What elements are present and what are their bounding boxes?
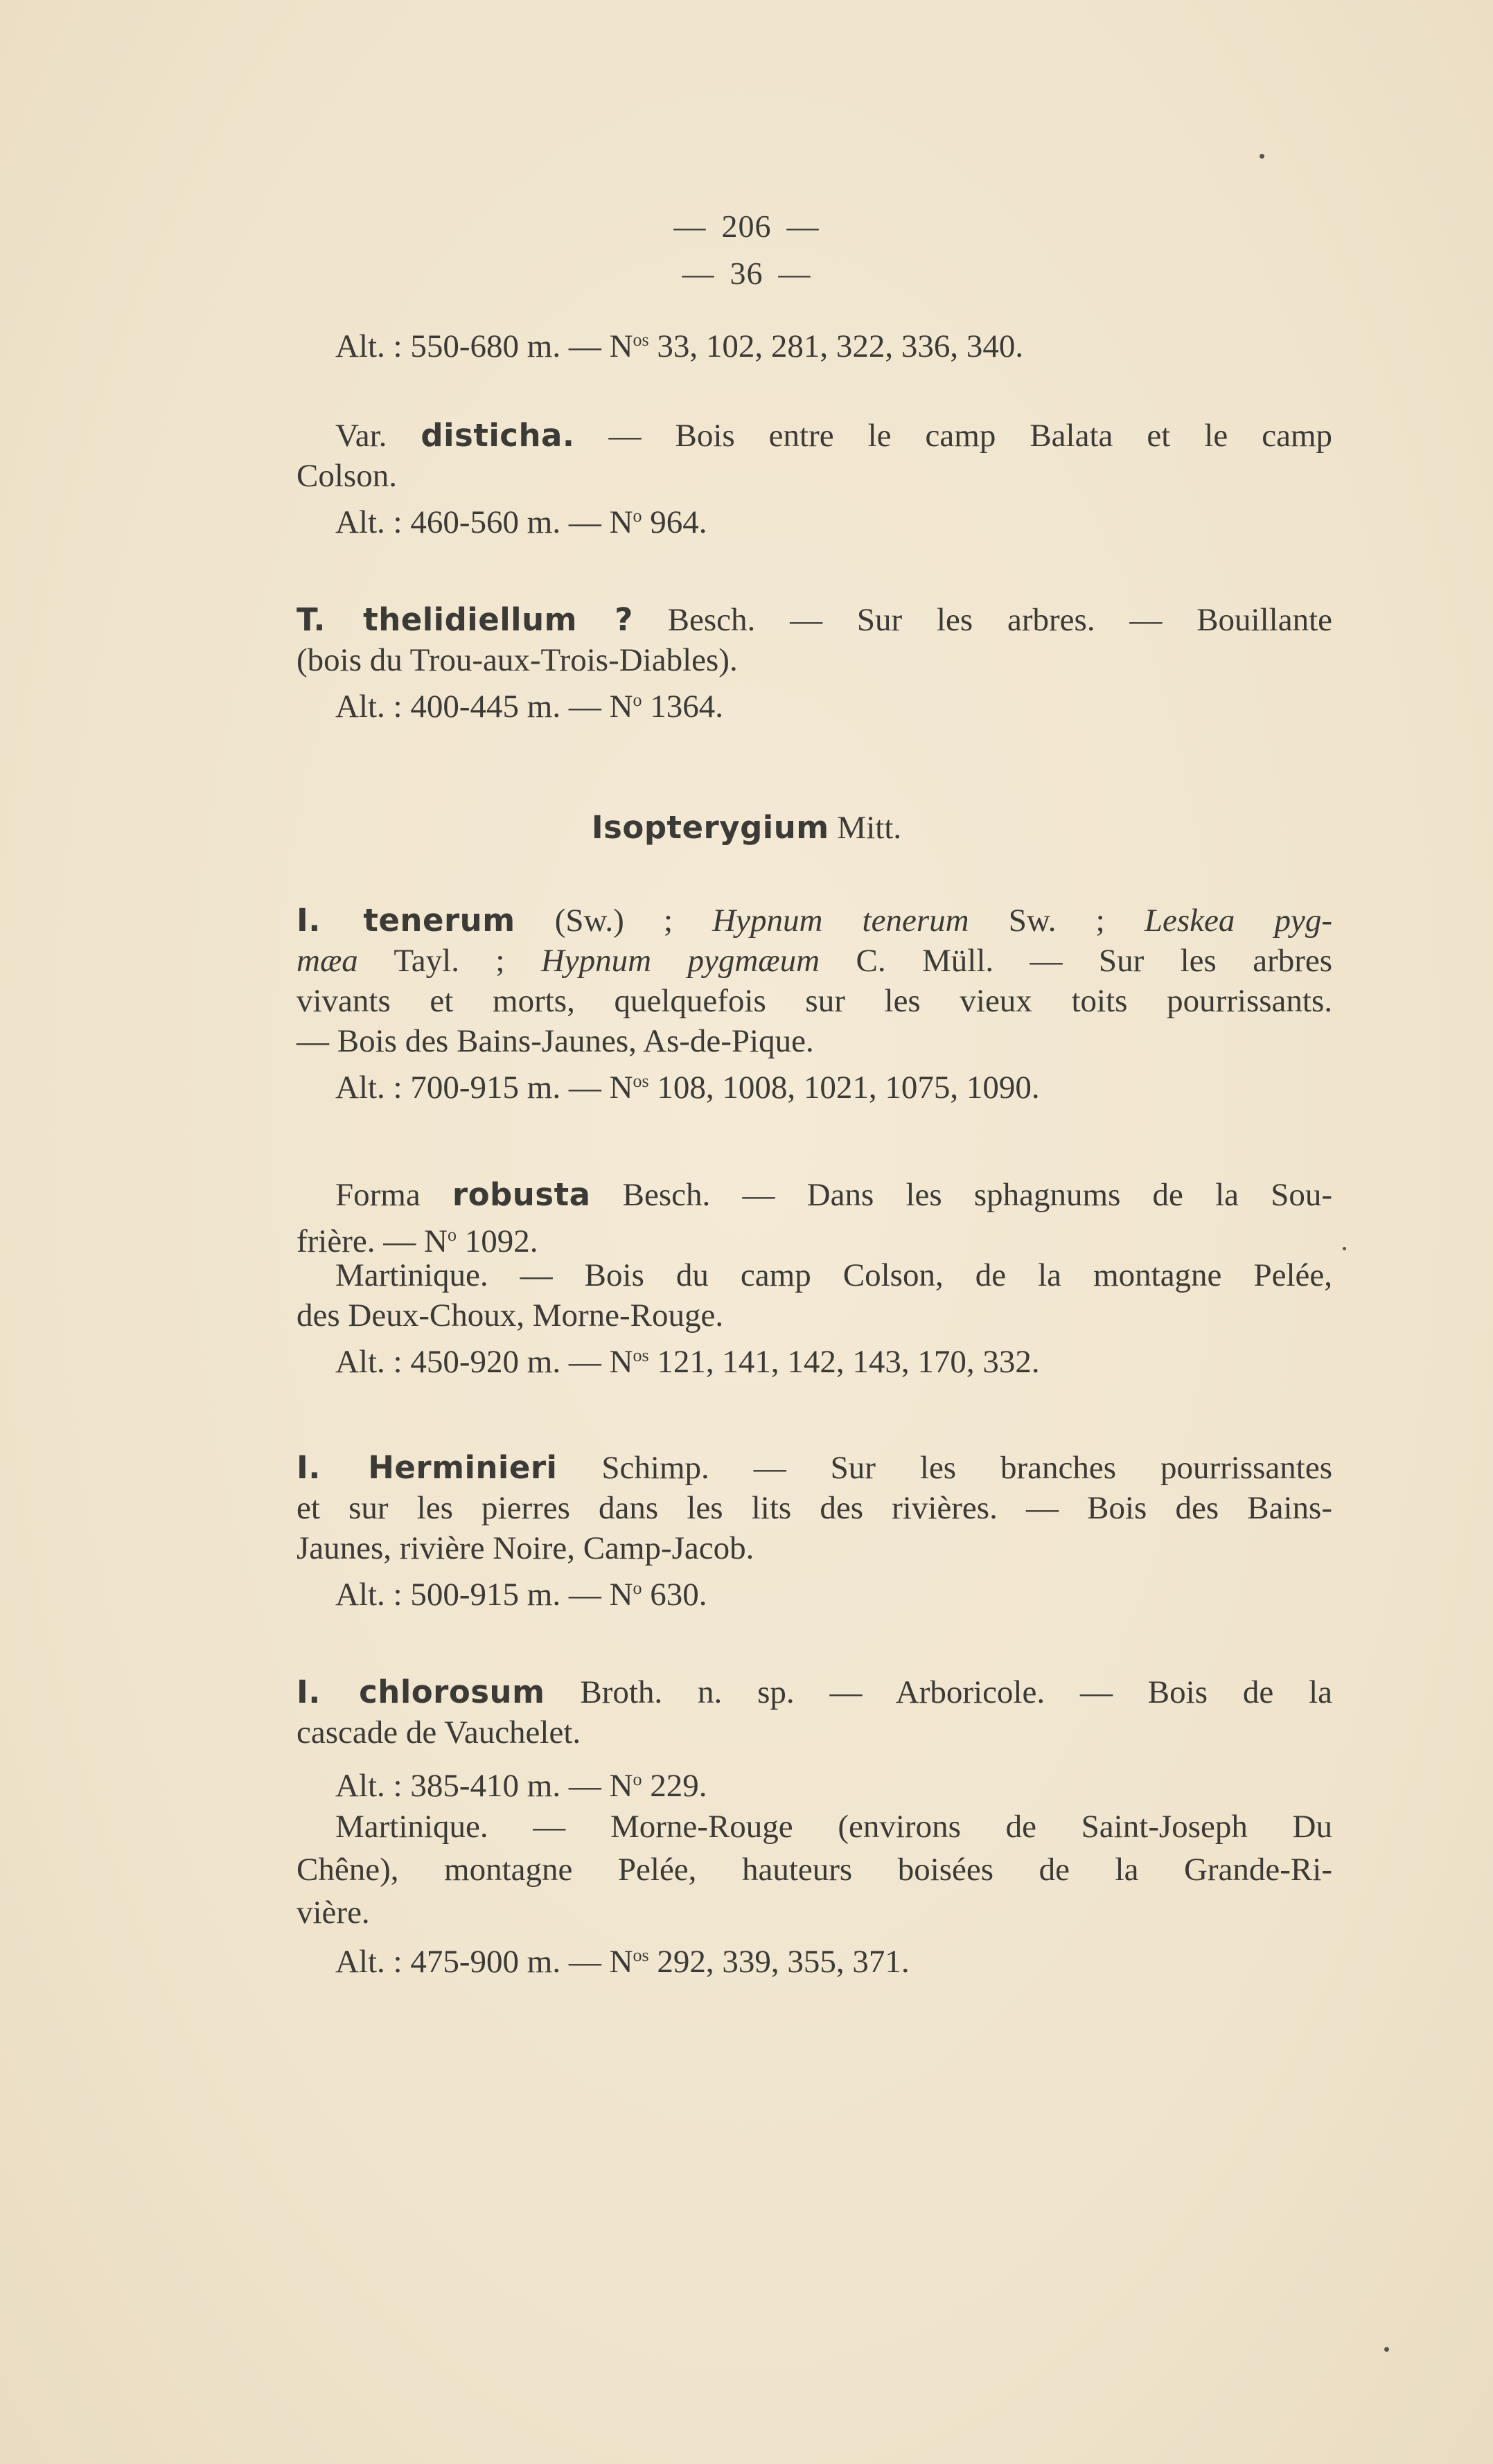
page-number-primary: — 206 — (673, 209, 820, 244)
genus-heading (0, 809, 1493, 847)
page-number-36: 36 (730, 256, 763, 291)
taxon-name-tenerum: I. tenerum (297, 902, 515, 939)
taxon-name-herminieri: I. Herminieri (297, 1449, 558, 1486)
genus-name: Isopterygium (591, 809, 829, 846)
page-number-206: 206 (721, 209, 772, 244)
tenerum-line-3: vivants et morts, quelquefois sur les vieux toits pourrissants. (297, 983, 1332, 1019)
tenerum-line-2: mæa Tayl. ; Hypnum pygmæum C. Müll. — Sur les arbres (297, 943, 1333, 979)
herminieri-line-1: I. Herminieri Schimp. — Sur les branches pourrissantes (297, 1449, 1333, 1486)
genus-author: Mitt. (837, 810, 902, 846)
tenerum-line-1: I. tenerum (Sw.) ; Hypnum tenerum Sw. ; Leskea pyg- (297, 902, 1333, 939)
chlorosum-alt-2: Alt. : 475-900 m. — $N^{os}$ 292, 339, 355, 371. (335, 1944, 910, 1980)
var-disticha-line-2: Colson. (297, 458, 397, 494)
scan-speck (1260, 154, 1264, 159)
herminieri-line-3: Jaunes, rivière Noire, Camp-Jacob. (297, 1530, 754, 1566)
herminieri-line-2: et sur les pierres dans les lits des rivières. — Bois des Bains- (297, 1490, 1332, 1526)
robusta-alt: Alt. : 450-920 m. — $N^{os}$ 121, 141, 142, 143, 170, 332. (335, 1344, 1040, 1380)
herminieri-alt: Alt. : 500-915 m. — $N^o$ 630. (335, 1577, 707, 1613)
taxon-name-disticha: disticha. (421, 417, 575, 454)
chlorosum-line-2: cascade de Vauchelet. (297, 1714, 581, 1750)
chlorosum-line-1: I. chlorosum Broth. n. sp. — Arboricole. — Bois de la (297, 1674, 1332, 1710)
tenerum-line-4: — Bois des Bains-Jaunes, As-de-Pique. (297, 1023, 814, 1059)
taxon-name-chlorosum: I. chlorosum (297, 1674, 545, 1710)
tenerum-alt: Alt. : 700-915 m. — $N^{os}$ 108, 1008, 1021, 1075, 1090. (335, 1070, 1040, 1106)
alt-line-1: Alt. : 550-680 m. — $N^{os}$ 33, 102, 281, 322, 336, 340. (335, 328, 1024, 364)
taxon-name-robusta: robusta (452, 1176, 591, 1213)
robusta-line-2: frière. — $N^o$ 1092. (297, 1223, 538, 1259)
thelidiellum-line-1: T. thelidiellum ? Besch. — Sur les arbres. — Bouillante (297, 601, 1332, 638)
chlorosum-line-6: vière. (297, 1895, 370, 1931)
robusta-line-3: Martinique. — Bois du camp Colson, de la montagne Pelée, (335, 1257, 1332, 1293)
chlorosum-line-4: Martinique. — Morne-Rouge (environs de Saint-Joseph Du (335, 1809, 1332, 1845)
chlorosum-alt-1: Alt. : 385-410 m. — $N^o$ 229. (335, 1768, 707, 1804)
robusta-line-4: des Deux-Choux, Morne-Rouge. (297, 1297, 724, 1333)
thelidiellum-alt: Alt. : 400-445 m. — $N^o$ 1364. (335, 689, 724, 725)
robusta-line-1: Forma robusta Besch. — Dans les sphagnums de la Sou- (335, 1176, 1333, 1213)
taxon-name-thelidiellum: T. thelidiellum ? (297, 601, 633, 638)
var-disticha-alt: Alt. : 460-560 m. — $N^o$ 964. (335, 504, 707, 540)
var-disticha-line-1: Var. disticha. — Bois entre le camp Balata et le camp (335, 417, 1333, 454)
thelidiellum-line-2: (bois du Trou-aux-Trois-Diables). (297, 642, 738, 678)
scan-speck (1384, 2347, 1389, 2352)
scan-speck (1343, 1247, 1346, 1250)
page-number-secondary: — 36 — (682, 256, 811, 291)
chlorosum-line-5: Chêne), montagne Pelée, hauteurs boisées de la Grande-Ri- (297, 1852, 1332, 1888)
